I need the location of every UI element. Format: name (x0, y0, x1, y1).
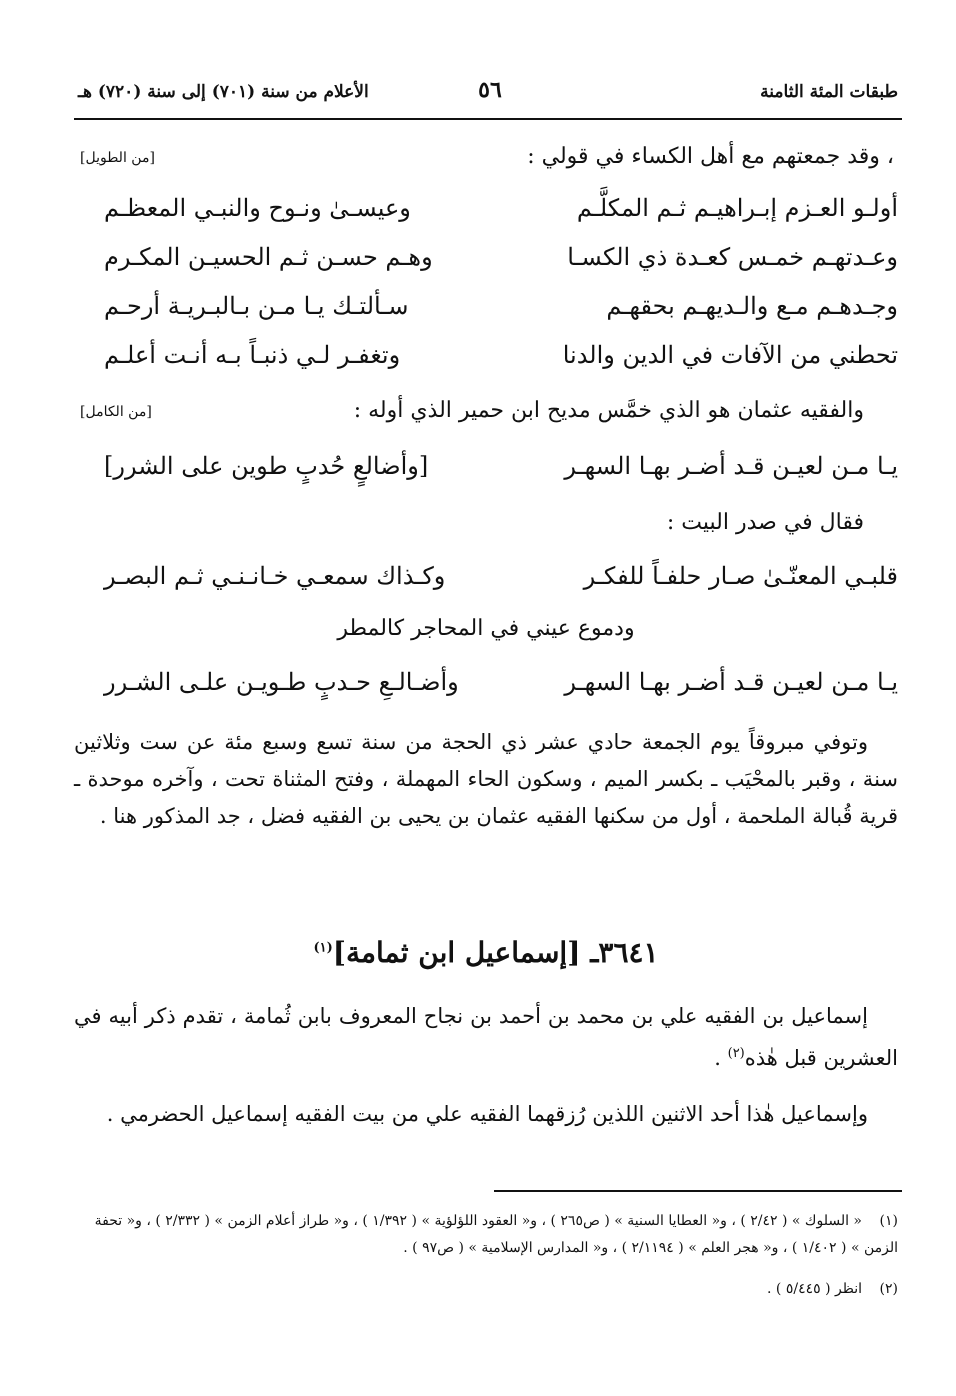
poem-1-verse-1-ajuz: وعيسـىٰ ونـوح والنبـي المعظـم (104, 194, 411, 222)
sadr-intro-line: فقال في صدر البيت : (666, 510, 864, 535)
paragraph-lineage-text: إسماعيل بن الفقيه علي بن محمد بن أحمد بن نجاح المعروف بابن ثُمامة ، تقدم ذكر أبيه في العشرين قبل هٰذه (74, 1004, 898, 1070)
verse-3-single-line: ودموع عيني في المحاجر كالمطر (337, 616, 635, 641)
footnote-2-number: (٢) (879, 1281, 898, 1297)
footnote-1-text: « السلوك » ( ٢/٤٢ ) ، و« العطايا السنية » ( ص٢٦٥ ) ، و« العقود اللؤلؤية » ( ١/٣٩٢ ) ، و« طراز أعلام الزمن » ( ٢/٣٣٢ ) ، و« تحفة الزمن » ( ١/٤٠٢ ) ، و« هجر العلم » ( ٢/١١٩٤ ) ، و« المدارس الإسلامية » ( ص٩٧ ) . (94, 1213, 898, 1256)
footnote-1 (74, 1208, 898, 1262)
entry-heading-text: ٣٦٤١ـ [إسماعيل ابن ثمامة] (332, 936, 659, 969)
poem-1-verse-4-sadr: تحطني من الآفات في الدين والدنا (562, 341, 898, 369)
running-header-book-title: طبقات المئة الثامنة (760, 82, 898, 102)
verse-2-sadr: يـا مـن لعيـن قـد أضـر بهـا السهـر (564, 452, 898, 480)
page-number: ٥٦ (478, 77, 502, 103)
verse-3-ajuz: وكـذاك سمعـي خـانـنـي ثـم البصـر (104, 562, 446, 590)
paragraph-footnote-ref: (٢) (727, 1046, 745, 1061)
verse-4-ajuz: وأضـالـعِ حـدبٍ طـويـن علـى الشـرر (104, 668, 459, 696)
poem-1-verse-1-sadr: أولـو العـزم إبـراهيـم ثـم المكلَّـم (576, 194, 898, 222)
poem-1-verse-4-ajuz: وتغفـر لـي ذنبـاً بـه أنـت أعلـم (104, 341, 401, 369)
poem-1-verse-3-sadr: وجـدهـم مـع والـديهـم بحقهـم (606, 292, 898, 320)
paragraph-lineage-end: . (714, 1046, 728, 1070)
footnote-rule (494, 1190, 902, 1192)
poem-1-verse-2-ajuz: وهـم حسـن ثـم الحسيـن المكـرم (104, 243, 433, 271)
kamil-intro-line: والفقيه عثمان هو الذي خمَّس مديح ابن حمير الذي أوله : (353, 398, 864, 423)
footnote-2 (74, 1276, 898, 1303)
entry-heading (74, 936, 898, 969)
header-rule (74, 118, 902, 120)
poem-1-verse-2-sadr: وعـدتهـم خمـس كعـدة ذي الكسـا (567, 243, 898, 271)
paragraph-lineage (74, 998, 898, 1077)
meter-label-kamil: [من الكامل] (80, 404, 152, 420)
heading-footnote-ref: (١) (313, 940, 333, 956)
verse-2-ajuz: [وأضالعٍ حُدبٍ طوين على الشرر] (104, 452, 429, 480)
intro-line: ، وقد جمعتهم مع أهل الكساء في قولي : (527, 144, 894, 169)
poem-1-verse-3-ajuz: سـألتـك يـا مـن بـالبـريـة أرحـم (104, 292, 409, 320)
verse-3-sadr: قلبـي المعنّـىٰ صـار حلفـاً للفكـر (583, 562, 898, 590)
footnote-2-text: انظر ( ٥/٤٤٥ ) . (767, 1281, 862, 1297)
paragraph-ismail: وإسماعيل هٰذا أحد الاثنين اللذين رُزقهما الفقيه علي من بيت الفقيه إسماعيل الحضرمي . (106, 1102, 868, 1126)
paragraph-death-burial: وتوفي مبروقاً يوم الجمعة حادي عشر ذي الحجة من سنة تسع وسبع مئة عن ست وثلاثين سنة ، وقبر بالمحْيَب ـ بكسر الميم ، وسكون الحاء المهملة ، وفتح المثناة تحت ، وآخره موحدة ـ قرية قُبالة الملحمة ، أول من سكنها الفقيه عثمان بن يحيى بن الفقيه فضل ، جد المذكور هنا . (74, 730, 898, 828)
footnote-1-number: (١) (879, 1213, 898, 1229)
verse-4-sadr: يـا مـن لعيـن قـد أضـر بهـا السهـر (564, 668, 898, 696)
meter-label-tawil: [من الطويل] (80, 150, 155, 166)
running-header-range: الأعلام من سنة (٧٠١) إلى سنة (٧٢٠) هـ (78, 82, 369, 102)
